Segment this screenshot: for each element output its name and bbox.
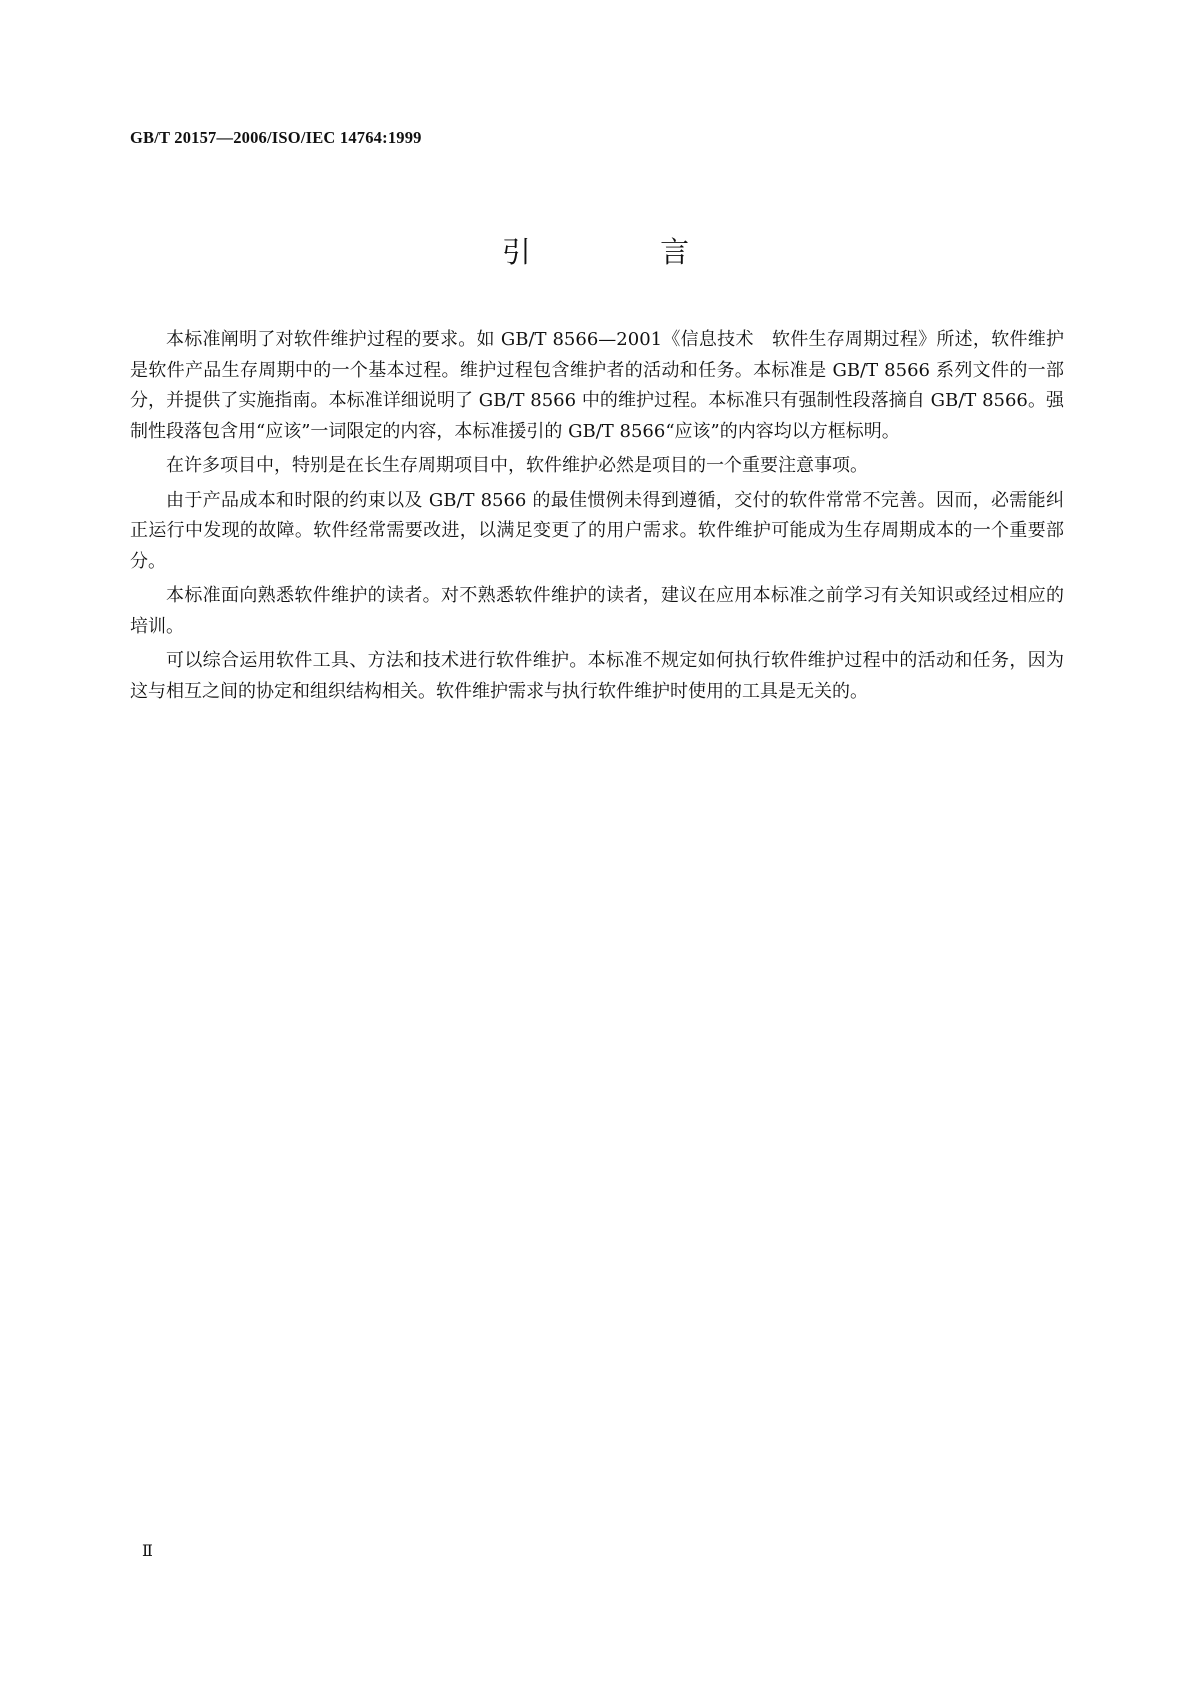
standard-code-header: GB/T 20157—2006/ISO/IEC 14764:1999 [130,128,422,147]
paragraph-2: 在许多项目中，特别是在长生存周期项目中，软件维护必然是项目的一个重要注意事项。 [166,455,868,476]
page-title: 引 言 [501,235,750,269]
body-text [130,325,1064,711]
paragraph-3: 由于产品成本和时限的约束以及 GB/T 8566 的最佳惯例未得到遵循，交付的软件常常不完善。因而，必需能纠正运行中发现的故障。软件经常需要改进，以满足变更了的用户需求。软件维护可能成为生存周期成本的一个重要部分。 [130,489,1064,572]
page-number: Ⅱ [142,1543,153,1560]
paragraph-5: 可以综合运用软件工具、方法和技术进行软件维护。本标准不规定如何执行软件维护过程中的活动和任务，因为这与相互之间的协定和组织结构相关。软件维护需求与执行软件维护时使用的工具是无关的。 [130,650,1064,702]
paragraph-1: 本标准阐明了对软件维护过程的要求。如 GB/T 8566—2001《信息技术 软件生存周期过程》所述，软件维护是软件产品生存周期中的一个基本过程。维护过程包含维护者的活动和任务。本标准是 GB/T 8566 系列文件的一部分，并提供了实施指南。本标准详细说明了 GB/T 8566 中的维护过程。本标准只有强制性段落摘自 GB/T 8566。强制性段落包含用“应该”一词限定的内容，本标准援引的 GB/T 8566“应该”的内容均以方框标明。 [130,329,1064,442]
paragraph-4: 本标准面向熟悉软件维护的读者。对不熟悉软件维护的读者，建议在应用本标准之前学习有关知识或经过相应的培训。 [130,585,1064,637]
